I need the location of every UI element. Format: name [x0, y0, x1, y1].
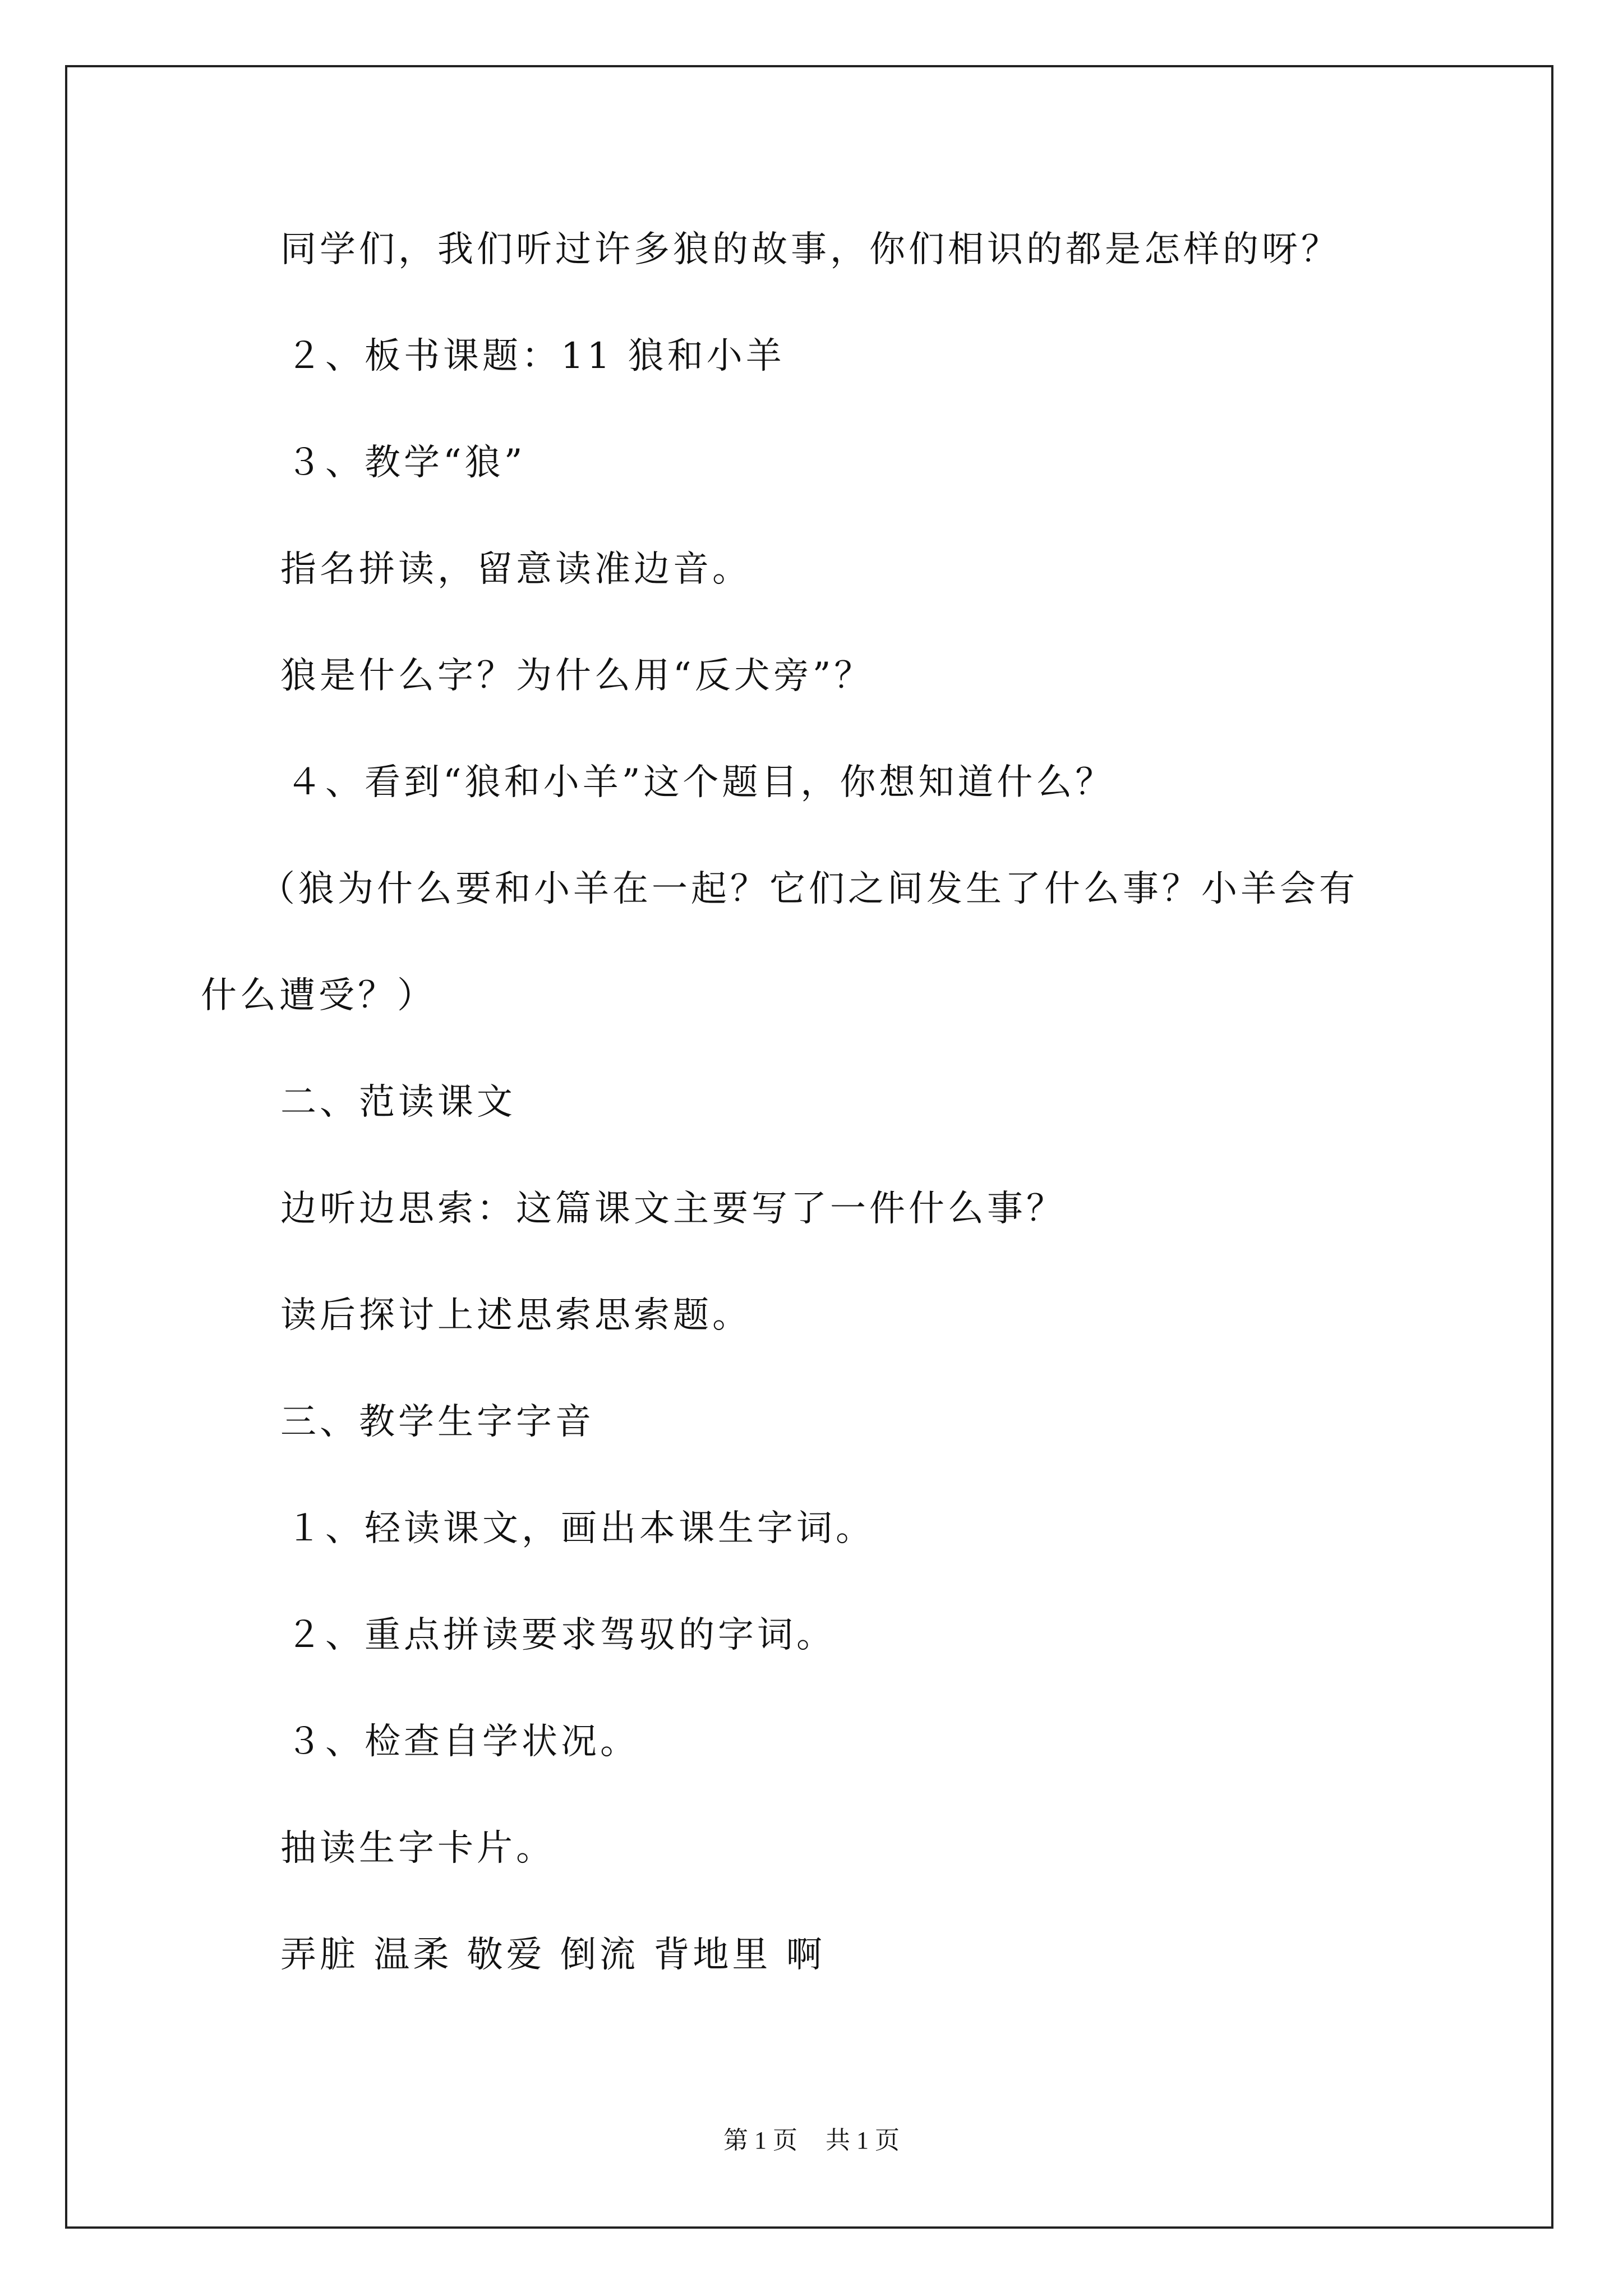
- paragraph-line: １、轻读课文，画出本课生字词。: [286, 1508, 875, 1549]
- paragraph-line: 指名拼读，留意读准边音。: [280, 549, 751, 590]
- paragraph-line: 边听边思索：这篇课文主要写了一件什么事？: [280, 1188, 1066, 1230]
- paragraph-line: ３、检查自学状况。: [286, 1721, 639, 1763]
- paragraph-line: ２、板书课题：11 狼和小羊: [286, 335, 785, 377]
- page-footer: [0, 2124, 1623, 2157]
- vocabulary-line: 弄脏 温柔 敬爱 倒流 背地里 啊: [280, 1934, 826, 1976]
- paragraph-line: 狼是什么字？为什么用“反犬旁”？: [280, 655, 874, 697]
- section-heading: 二、范读课文: [280, 1082, 516, 1123]
- paragraph-line: ２、重点拼读要求驾驭的字词。: [286, 1614, 836, 1656]
- paragraph-line: 同学们，我们听过许多狼的故事，你们相识的都是怎样的呀？: [280, 229, 1340, 270]
- paragraph-line: （狼为什么要和小羊在一起？它们之间发生了什么事？小羊会有: [259, 868, 1358, 910]
- paragraph-line: ３、教学“狼”: [286, 442, 526, 484]
- page-number-current: 第 1 页: [723, 2127, 797, 2154]
- page-border: [65, 65, 1553, 2229]
- paragraph-line: 什么遭受？）: [201, 975, 436, 1016]
- paragraph-line: 读后探讨上述思索思索题。: [280, 1295, 751, 1336]
- paragraph-line: 抽读生字卡片。: [280, 1828, 555, 1869]
- page-number-total: 共 1 页: [826, 2127, 900, 2154]
- section-heading: 三、教学生字字音: [280, 1401, 594, 1443]
- paragraph-line: ４、看到“狼和小羊”这个题目，你想知道什么？: [286, 762, 1115, 803]
